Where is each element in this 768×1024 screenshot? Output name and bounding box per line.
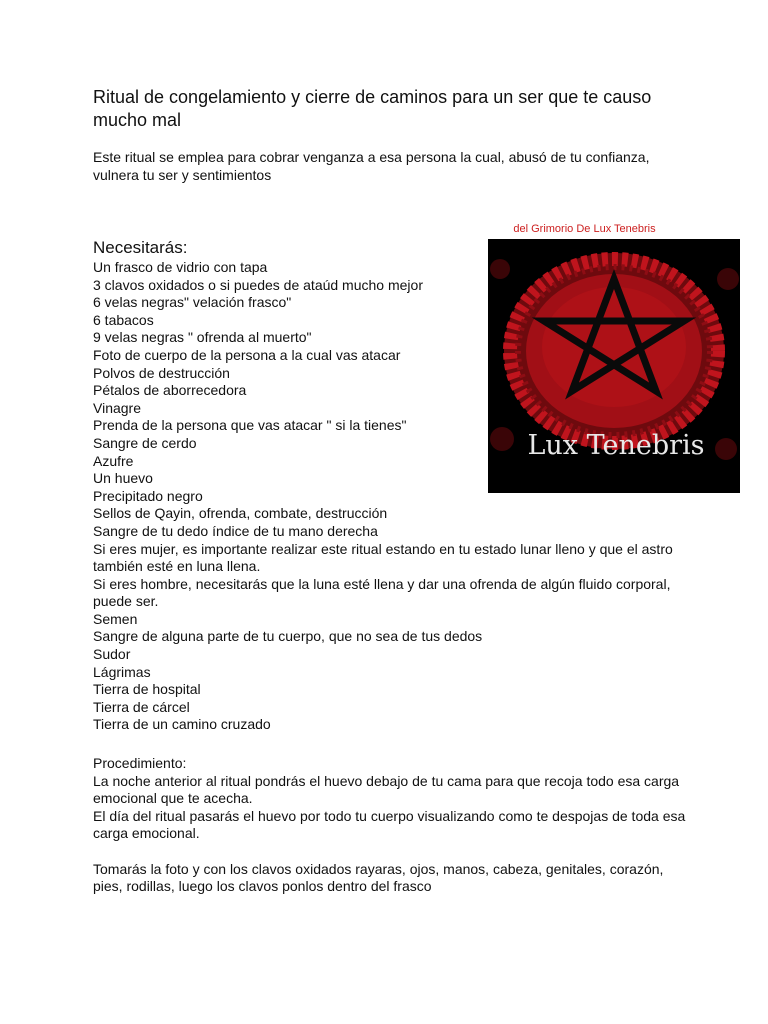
procedure-step: El día del ritual pasarás el huevo por todo tu cuerpo visualizando como te despojas de toda esa carga emocional.: [93, 807, 686, 842]
list-item: Un frasco de vidrio con tapa: [93, 259, 268, 275]
list-item: Azufre: [93, 452, 134, 469]
list-item: 6 velas negras" velación frasco": [93, 294, 292, 311]
procedure-step: La noche anterior al ritual pondrás el huevo debajo de tu cama para que recoja todo esa carga emocional que te acecha.: [93, 772, 680, 807]
list-item: Sudor: [93, 646, 131, 663]
list-item: Si eres hombre, necesitarás que la luna esté llena y dar una ofrenda de algún fluido corporal, puede ser.: [93, 575, 671, 610]
list-item: Foto de cuerpo de la persona a la cual vas atacar: [93, 346, 401, 363]
list-item: Tierra de un camino cruzado: [93, 716, 271, 733]
list-item: Prenda de la persona que vas atacar " si la tienes": [93, 417, 407, 434]
list-item: Sellos de Qayin, ofrenda, combate, destrucción: [93, 505, 388, 522]
intro-paragraph: Este ritual se emplea para cobrar venganza a esa persona la cual, abusó de tu confianza, vulnera tu ser y sentimientos: [93, 149, 650, 183]
needs-heading: Necesitarás:: [93, 238, 188, 257]
image-logo-text: Lux Tenebris: [527, 430, 705, 461]
list-item: Tierra de cárcel: [93, 698, 190, 715]
list-item: 6 tabacos: [93, 311, 154, 328]
procedure-step: Tomarás la foto y con los clavos oxidados rayaras, ojos, manos, cabeza, genitales, corazón, pies, rodillas, luego los clavos ponlos dentro del frasco: [93, 860, 664, 895]
list-item: Vinagre: [93, 399, 142, 416]
list-item: Sangre de cerdo: [93, 434, 197, 451]
list-item: Pétalos de aborrecedora: [93, 382, 247, 399]
list-item: Lágrimas: [93, 663, 151, 680]
ingredients-list: [93, 259, 693, 734]
procedure-heading: Procedimiento:: [93, 755, 187, 771]
list-item: 9 velas negras " ofrenda al muerto": [93, 329, 312, 346]
list-item: Precipitado negro: [93, 487, 203, 504]
image-caption: del Grimorio De Lux Tenebris: [513, 223, 656, 235]
paragraph-spacer: [93, 843, 693, 861]
list-item: Semen: [93, 610, 138, 627]
list-item: 3 clavos oxidados o si puedes de ataúd mucho mejor: [93, 276, 423, 293]
procedure-section: [93, 755, 693, 896]
list-item: Si eres mujer, es importante realizar este ritual estando en tu estado lunar lleno y que el astro también esté en luna llena.: [93, 540, 673, 575]
document-title: Ritual de congelamiento y cierre de caminos para un ser que te causo mucho mal: [93, 87, 652, 130]
list-item: Polvos de destrucción: [93, 364, 230, 381]
list-item: Un huevo: [93, 470, 153, 487]
list-item: Tierra de hospital: [93, 681, 201, 698]
list-item: Sangre de tu dedo índice de tu mano derecha: [93, 522, 378, 539]
list-item: Sangre de alguna parte de tu cuerpo, que no sea de tus dedos: [93, 628, 483, 645]
